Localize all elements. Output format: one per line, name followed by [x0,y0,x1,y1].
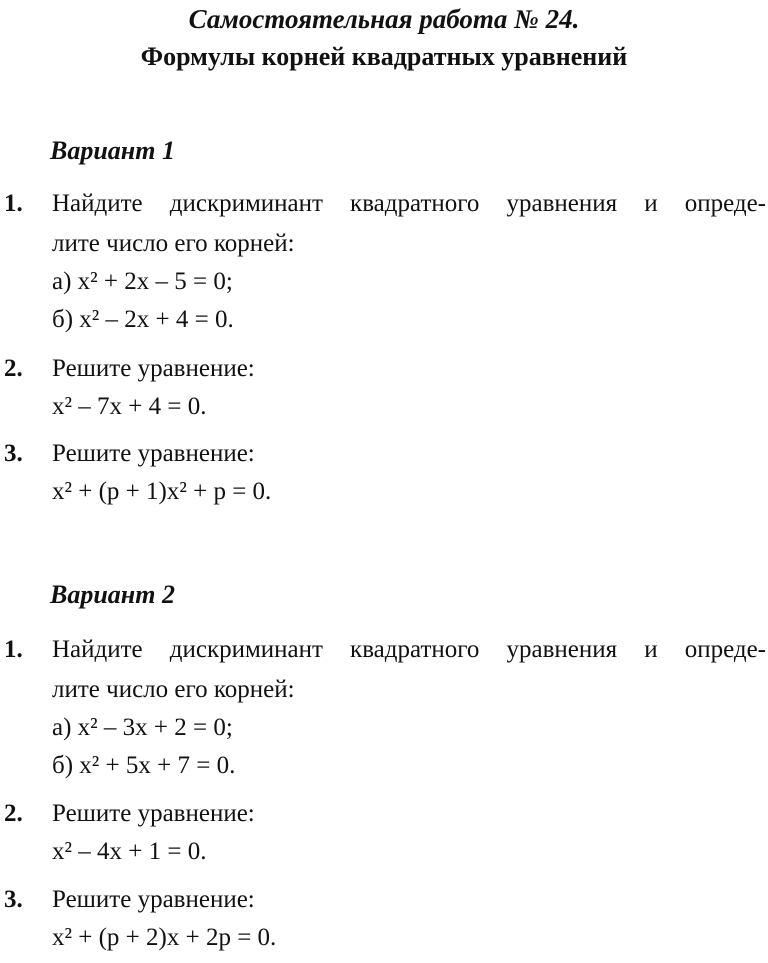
variant-1-heading: Вариант 1 [50,136,175,165]
variant-2-heading: Вариант 2 [50,580,175,609]
v1-task-2-number: 2. [4,355,23,382]
equation: x² – 2x + 4 = 0. [79,306,234,333]
equation: x² + 5x + 7 = 0. [79,752,236,779]
v1-task-3-number: 3. [4,440,23,467]
v1-task-2-text: Решите уравнение: [52,355,255,382]
v2-task-1-item-b [52,752,235,780]
v2-task-1-text-line-1: Найдите дискриминант квадратного уравнения и опреде- [52,636,766,663]
equation: x² – 3x + 2 = 0; [77,714,233,741]
v1-task-2-equation: x² – 7x + 4 = 0. [52,393,207,420]
v2-task-2-text: Решите уравнение: [52,800,255,827]
v1-task-1-number: 1. [4,190,23,217]
item-label: б) [52,752,74,779]
v1-task-1-item-a [52,268,233,296]
v2-task-3-text: Решите уравнение: [52,886,255,913]
v2-task-3-number: 3. [4,886,23,913]
v1-task-3-text: Решите уравнение: [52,440,255,467]
page-subtitle: Формулы корней квадратных уравнений [140,42,628,71]
v1-task-1-text-line-1: Найдите дискриминант квадратного уравнения и опреде- [52,190,766,217]
item-label: а) [52,268,72,295]
v2-task-1-number: 1. [4,636,23,663]
v2-task-3-equation: x² + (p + 2)x + 2p = 0. [52,924,277,951]
v2-task-2-equation: x² – 4x + 1 = 0. [52,838,207,865]
v1-task-1-item-b [52,306,234,334]
v2-task-1-item-a [52,714,233,742]
v1-task-1-text-line-2: лите число его корней: [52,230,295,257]
item-label: б) [52,306,74,333]
v2-task-2-number: 2. [4,800,23,827]
v1-task-3-equation: x² + (p + 1)x² + p = 0. [52,478,272,505]
page-title: Самостоятельная работа № 24. [188,4,580,34]
v2-task-1-text-line-2: лите число его корней: [52,676,295,703]
item-label: а) [52,714,72,741]
equation: x² + 2x – 5 = 0; [77,268,233,295]
